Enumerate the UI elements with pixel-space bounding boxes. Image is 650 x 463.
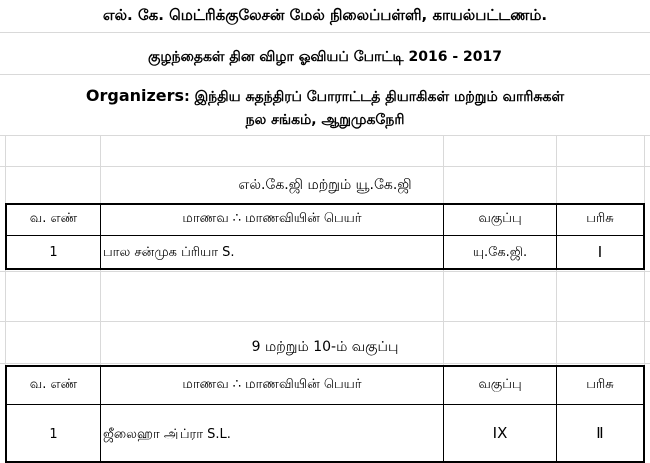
column-header-name: மாணவ ∴ மாணவியின் பெயர் bbox=[182, 211, 362, 226]
column-header-prize: பரிசு bbox=[586, 377, 614, 392]
student-name-cell: ஜீலைஹா அ்ப்ரா S.L. bbox=[103, 427, 231, 442]
organizers-name-line1: இந்திய சுதந்திரப் போராட்டத் தியாகிகள் மற்றும் வாரிசுகள் bbox=[194, 89, 565, 105]
column-header-serial: வ. எண் bbox=[29, 377, 78, 392]
organizers-colon: : bbox=[184, 89, 190, 105]
organizers-name-line2: நல சங்கம், ஆறுமுகநேரி bbox=[245, 112, 405, 128]
class-cell: யு.கே.ஜி. bbox=[472, 245, 528, 260]
organizers-line bbox=[0, 88, 650, 104]
column-header-name: மாணவ ∴ மாணவியின் பெயர் bbox=[182, 377, 362, 392]
column-header-serial: வ. எண் bbox=[29, 211, 78, 226]
event-title: குழந்தைகள் தின விழா ஓவியப் போட்டி 2016 - 2017 bbox=[147, 49, 503, 65]
column-header-class: வகுப்பு bbox=[478, 211, 522, 226]
student-name-cell: பால சன்முக ப்ரியா S. bbox=[103, 245, 235, 260]
class-cell: IX bbox=[492, 424, 508, 442]
serial-cell: 1 bbox=[49, 427, 58, 442]
prize-cell: Ⅱ bbox=[596, 424, 604, 442]
column-header-class: வகுப்பு bbox=[478, 377, 522, 392]
school-title: எல். கே. மெட்ரிக்குலேசன் மேல் நிலைப்பள்ளி, காயல்பட்டணம். bbox=[102, 6, 548, 24]
section-title: 9 மற்றும் 10-ம் வகுப்பு bbox=[251, 339, 399, 355]
serial-cell: 1 bbox=[49, 245, 58, 260]
section-title: எல்.கே.ஜி மற்றும் யூ.கே.ஜி bbox=[238, 177, 412, 193]
column-header-prize: பரிசு bbox=[586, 211, 614, 226]
organizers-label: Organizers bbox=[85, 86, 185, 105]
prize-cell: I bbox=[597, 243, 603, 261]
